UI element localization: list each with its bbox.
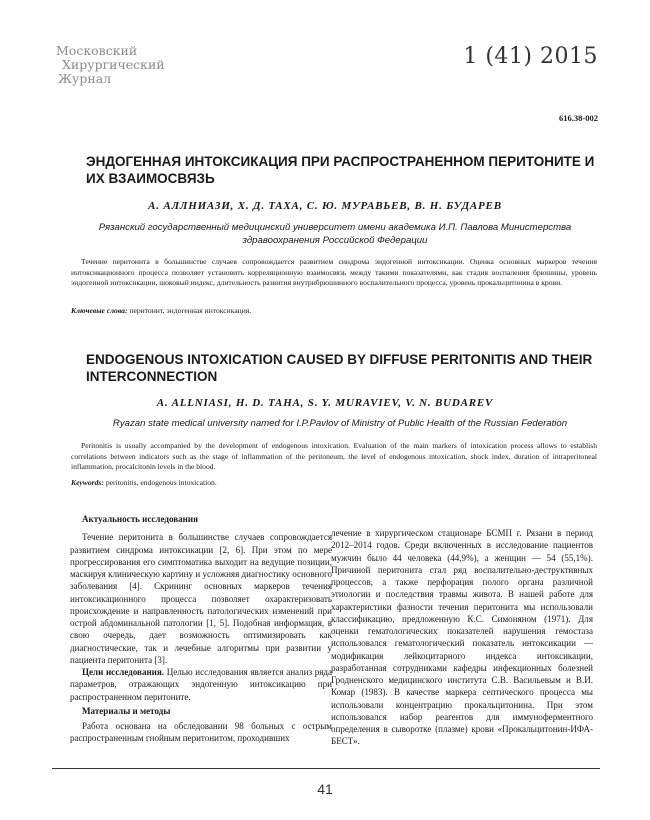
logo-line-1: Московский <box>56 43 138 58</box>
paragraph-goals <box>70 666 332 703</box>
keywords-ru-text: перитонит, эндогенная интоксикация. <box>129 306 252 315</box>
goals-text: Целью исследования является анализ ряда параметров, отражающих эндогенную интоксикацию при распространенном перитоните. <box>70 667 333 702</box>
affiliation-ru: Рязанский государственный медицинский университет имени академика И.П. Павлова Министерства здравоохранения Российской Федерации <box>98 222 572 246</box>
affiliation-en: Ryazan state medical university named for I.P.Pavlov of Ministry of Public Health of the Russian Federation <box>112 418 568 429</box>
goals-label: Цели исследования. <box>82 667 165 677</box>
section-heading-relevance: Актуальность исследования <box>82 514 198 524</box>
paragraph-methods-continued: лечение в хирургическом стационаре БСМП г. Рязани в период 2012–2014 годов. Среди включенных в исследование пациентов мужчин было 44 человека (44,9%), а женщин — 54 (55,1%). Причиной перитонита стал ряд воспалительно-деструктивных процессов, а также перфорация полого органа различной этиологии и последствия травмы живота. В нашей работе для характеристики фазности течения перитонита мы использовали классификацию, предложенную К.С. Симоняном (1971). Для оценки гематологических показателей нарушения гемостаза использовался гематологический показатель интоксикации — модификация лейкоцитарного индекса интоксикации, разработанная сотрудниками кафедры инфекционных болезней Гродненского медицинского института С.В. Васильевым и В.И. Комар (1983). В качестве маркера септического процесса мы использовали концентрацию прокальцитонина. При этом использовался набор реагентов для иммуноферментного определения в сыворотке (плазме) крови «Прокальцитонин-ИФА-БЕСТ». <box>331 528 593 747</box>
logo-line-3: Журнал <box>58 71 112 86</box>
section-heading-methods: Материалы и методы <box>82 705 171 716</box>
keywords-en-text: peritonitis, endogenous intoxication. <box>105 478 217 487</box>
page-number: 41 <box>317 781 333 797</box>
body-column-right <box>331 527 593 748</box>
keywords-ru <box>71 306 597 315</box>
paragraph-relevance: Течение перитонита в большинстве случаев сопровождается развитием синдрома интоксикации [2, 6]. При этом по мере прогрессирования его симптоматика выходит на ведущие позиции, маскируя клиническую картину и усложняя диагностику основного заболевания [4]. Скрининг основных маркеров течения интоксикационного процесса позволяет охарактеризовать происхождение и направленность патологических изменений при острой абдоминальной патологии [1, 5]. Подобная информация, в свою очередь, дает возможность оптимизировать как диагностические, так и лечебные алгоритмы при развитии у пациента перитонита [3]. <box>70 532 332 665</box>
article-title-ru: ЭНДОГЕННАЯ ИНТОКСИКАЦИЯ ПРИ РАСПРОСТРАНЕННОМ ПЕРИТОНИТЕ И ИХ ВЗАИМОСВЯЗЬ <box>86 154 595 186</box>
paragraph-methods-start: Работа основана на обследовании 98 больных с острым распространенным гнойным перитонитом, проходивших <box>70 721 332 744</box>
article-title-en: ENDOGENOUS INTOXICATION CAUSED BY DIFFUSE PERITONITIS AND THEIR INTERCONNECTION <box>86 352 593 384</box>
keywords-en <box>71 478 597 487</box>
abstract-ru: Течение перитонита в большинстве случаев сопровождается развитием синдрома эндогенной интоксикации. Оценка основных маркеров течения интоксикационного процесса позволяет установить корреляционную взаимосвязь между такими показателями, как стадия воспаления брюшины, уровень эндогенной интоксикации, шоковый индекс, длительность развития внутрибрюшинного воспалительного процесса, уровень прокальцитонина в крови. <box>71 257 597 288</box>
body-column-left <box>70 513 332 745</box>
keywords-ru-label: Ключевые слова: <box>71 306 128 315</box>
authors-ru: А. АЛЛНИАЗИ, Х. Д. ТАХА, С. Ю. МУРАВЬЕВ, В. Н. БУДАРЕВ <box>148 200 502 212</box>
footer-rule <box>52 768 600 769</box>
journal-logo <box>56 44 166 86</box>
issue-number: 1 (41) 2015 <box>463 44 598 69</box>
udk-code: 616.38-002 <box>559 113 598 123</box>
logo-line-2: Хирургический <box>62 57 165 72</box>
keywords-en-label: Keywords: <box>71 478 104 487</box>
abstract-en: Peritonitis is usually accompanied by the development of endogenous intoxication. Evaluation of the main markers of intoxication process allows to establish correlations between indicators such as the stage of inflammation of the peritoneum, the level of endogenous intoxication, shock index, duration of intraperitoneal inflammation, procalcitonin levels in the blood. <box>71 441 597 472</box>
authors-en: A. ALLNIASI, H. D. TAHA, S. Y. MURAVIEV, V. N. BUDAREV <box>156 397 494 409</box>
